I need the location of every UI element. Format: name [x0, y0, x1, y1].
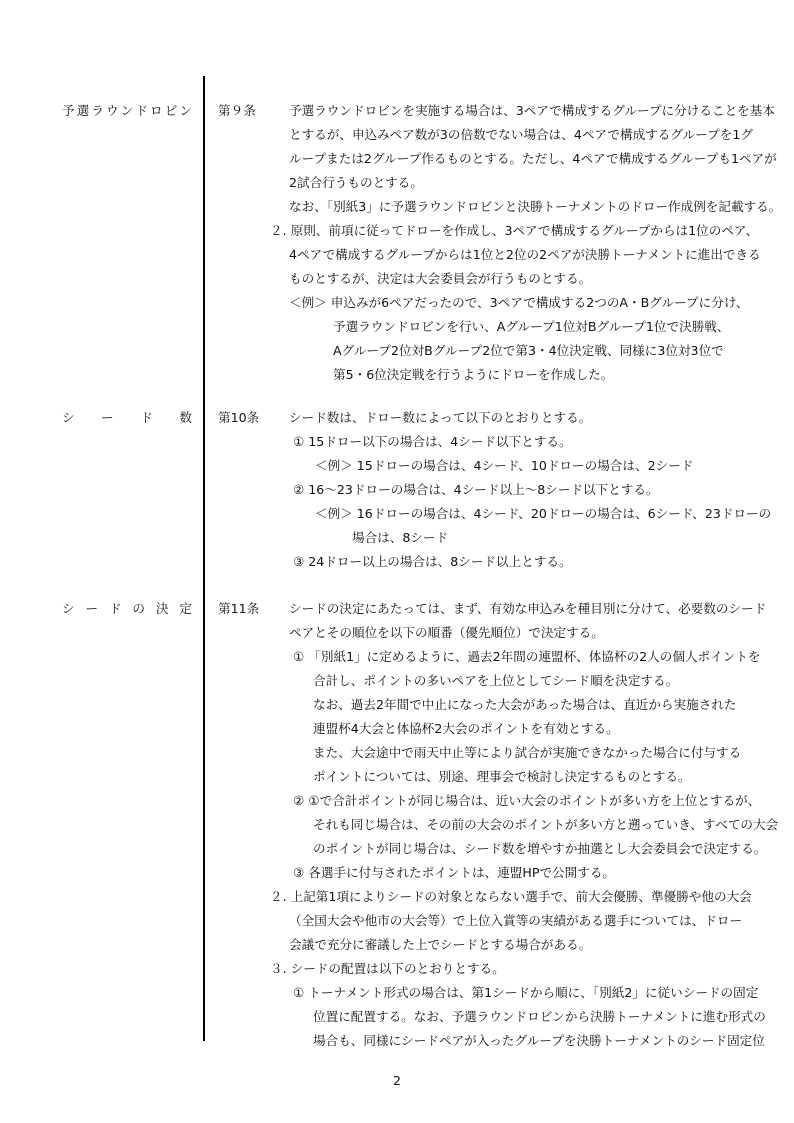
text-line: ③ 24ドロー以上の場合は、8シード以上とする。 — [293, 554, 572, 569]
article-number-9: 第９条 — [218, 103, 256, 118]
text-line: ２. 原則、前項に従ってドローを作成し、3ペアで構成するグループからは1位のペア、 — [270, 223, 759, 238]
text-line: ① トーナメント形式の場合は、第1シードから順に、「別紙2」に従いシードの固定 — [293, 985, 759, 1000]
label-char: ー — [101, 410, 114, 425]
text-line: 4ペアで構成するグループからは1位と2位の2ペアが決勝トーナメントに進出できる — [289, 247, 761, 262]
text-line: ③ 各選手に付与されたポイントは、連盟HPで公開する。 — [293, 865, 616, 880]
section-label-seed-count — [62, 406, 192, 430]
label-char: 予 — [62, 103, 75, 118]
label-char: の — [132, 601, 145, 616]
label-char: 決 — [155, 601, 169, 616]
text-line: それも同じ場合は、その前の大会のポイントが多い方と遡っていき、すべての大会 — [313, 817, 779, 832]
text-line: 連盟杯4大会と体協杯2大会のポイントを有効とする。 — [313, 721, 619, 736]
text-line: シードの決定にあたっては、まず、有効な申込みを種目別に分けて、必要数のシード — [289, 601, 767, 616]
text-line: 第5・6位決定戦を行うようにドローを作成した。 — [333, 367, 614, 382]
text-line: ① 15ドロー以下の場合は、4シード以下とする。 — [293, 434, 572, 449]
label-char: シ — [62, 601, 75, 616]
text-line: ３. シードの配置は以下のとおりとする。 — [270, 961, 505, 976]
text-line: ポイントについては、別途、理事会で検討し決定するものとする。 — [313, 769, 691, 784]
text-line: 会議で充分に審議した上でシードとする場合がある。 — [289, 937, 592, 952]
article-number-10: 第10条 — [218, 410, 260, 425]
text-line: シード数は、ドロー数によって以下のとおりとする。 — [289, 410, 592, 425]
text-line: ペアとその順位を以下の順番（優先順位）で決定する。 — [289, 625, 604, 640]
text-line: （全国大会や他市の大会等）で上位入賞等の実績がある選手については、ドロー — [289, 913, 743, 928]
label-char: ー — [85, 601, 99, 616]
text-line: 合計し、ポイントの多いペアを上位としてシード順を決定する。 — [313, 673, 679, 688]
text-line: とするが、申込みペア数が3の倍数でない場合は、4ペアで構成するグループを1グ — [289, 127, 753, 142]
text-line: なお、「別紙3」に予選ラウンドロビンと決勝トーナメントのドロー作成例を記載する。 — [289, 199, 782, 214]
margin-rule — [203, 76, 205, 1041]
label-char: シ — [62, 410, 75, 425]
section-label-seed-decision — [62, 597, 192, 621]
text-line: ＜例＞ 16ドローの場合は、4シード、20ドローの場合は、6シード、23ドローの — [315, 506, 772, 521]
article-number-11: 第11条 — [218, 601, 260, 616]
text-line: ループまたは2グループ作るものとする。ただし、4ペアで構成するグループも1ペアが — [289, 151, 777, 166]
label-char: ン — [120, 103, 134, 118]
label-char: ロ — [150, 103, 163, 118]
text-line: また、大会途中で雨天中止等により試合が実施できなかった場合に付与する — [313, 745, 742, 760]
text-line: ② ①で合計ポイントが同じ場合は、近い大会のポイントが多い方を上位とするが、 — [293, 793, 761, 808]
text-line: ② 16～23ドローの場合は、4シード以上～8シード以下とする。 — [293, 482, 659, 497]
label-char: ビ — [164, 103, 178, 118]
text-line: ＜例＞ 15ドローの場合は、4シード、10ドローの場合は、2シード — [315, 458, 694, 473]
label-char: ウ — [106, 103, 119, 118]
page-number: 2 — [392, 1073, 401, 1088]
label-char: ン — [179, 103, 192, 118]
text-line: 場合は、8シード — [352, 530, 449, 545]
text-line: 2試合行うものとする。 — [289, 175, 423, 190]
section-label-round-robin — [62, 99, 192, 123]
label-char: 定 — [179, 601, 192, 616]
label-char: ド — [140, 410, 153, 425]
text-line: Aグループ2位対Bグループ2位で第3・4位決定戦、同様に3位対3位で — [333, 343, 724, 358]
text-line: ① 「別紙1」に定めるように、過去2年間の連盟杯、体協杯の2人の個人ポイントを — [293, 649, 761, 664]
text-line: のポイントが同じ場合は、シード数を増やすか抽選とし大会委員会で決定する。 — [313, 841, 767, 856]
text-line: 予選ラウンドロビンを行い、Aグループ1位対Bグループ1位で決勝戦、 — [333, 319, 730, 334]
text-line: 予選ラウンドロビンを実施する場合は、3ペアで構成するグループに分けることを基本 — [289, 103, 775, 118]
text-line: 場合も、同様にシードペアが入ったグループを決勝トーナメントのシード固定位 — [313, 1033, 765, 1048]
text-line: ２. 上記第1項によりシードの対象とならない選手で、前大会優勝、準優勝や他の大会 — [270, 889, 752, 904]
text-line: なお、過去2年間で中止になった大会があった場合は、直近から実施された — [313, 697, 737, 712]
label-char: ド — [135, 103, 148, 118]
text-line: 位置に配置する。なお、予選ラウンドロビンから決勝トーナメントに進む形式の — [313, 1009, 766, 1024]
label-char: 数 — [179, 410, 192, 425]
label-char: 選 — [76, 103, 90, 118]
label-char: ド — [108, 601, 122, 616]
text-line: ものとするが、決定は大会委員会が行うものとする。 — [289, 271, 592, 286]
text-line: ＜例＞ 申込みが6ペアだったので、3ペアで構成する2つのA・Bグループに分け、 — [289, 295, 749, 310]
label-char: ラ — [91, 103, 104, 118]
